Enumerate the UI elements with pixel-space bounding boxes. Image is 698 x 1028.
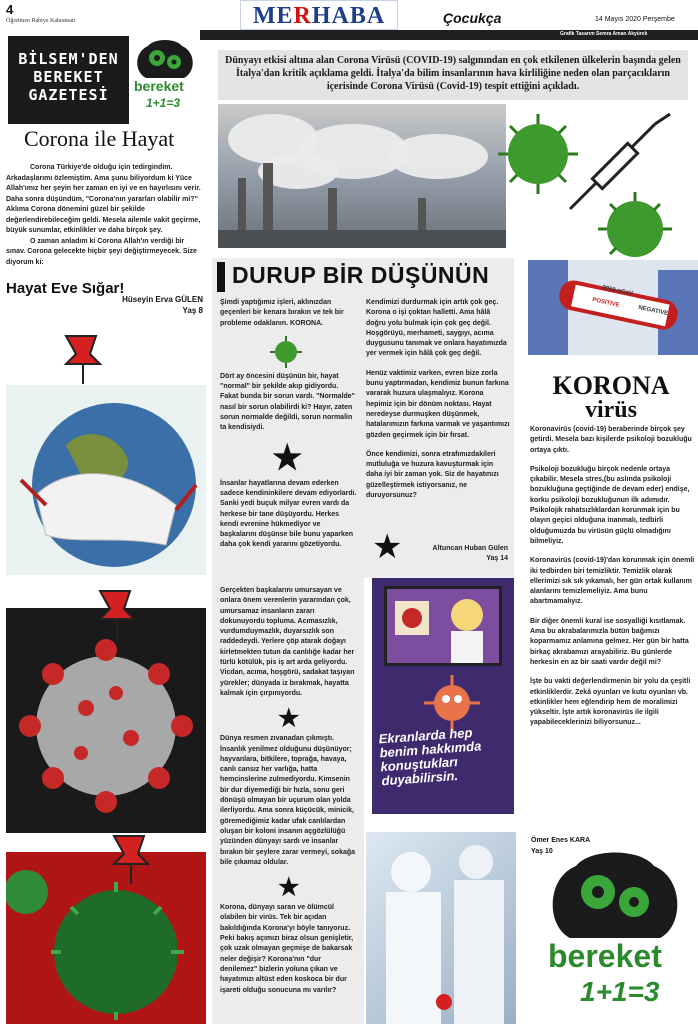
durup-column-2 — [366, 298, 510, 510]
coronavirus-image — [6, 608, 206, 833]
paragraph: Kendimizi durdurmak için artık çok geç. Korona o işi çoktan halletti. Ama hâlâ doğru yolu bulmak için çok geç değil. Hoşgörüyü, merhameti, saygıyı, acıma duygusunu tanımak ve onlara hayatımızda yer vermek için hâlâ çok geç değil. — [366, 299, 507, 358]
virus-icon — [498, 114, 578, 194]
issue-date: 14 Mayıs 2020 Perşembe — [595, 16, 675, 23]
title-accent-bar — [217, 262, 225, 292]
virus-icon-wrap — [220, 338, 358, 372]
paragraph: Dört ay öncesini düşünün bir, hayat "normal" bir şekilde akıp gidiyordu. Fakat bunda bir sorun vardı. "Normalde" nasıl bir sorun olabilirdi ki? Hayır, zaten sorun normalde değildi, sorun normalin ta kendisiydi. — [220, 372, 355, 432]
paragraph: Şimdi yaptığımız işleri, aklınızdan geçenleri bir kenara bırakın ve tek bir probleme odaklanın. KORONA. — [220, 299, 344, 327]
brand-word: bereket — [548, 938, 662, 974]
bereket-logo-large — [540, 848, 690, 1018]
durup-column-1 — [220, 298, 358, 560]
article-title: Corona ile Hayat — [24, 126, 175, 151]
paragraph: Bir diğer önemli kural ise sosyalliği kısıtlamak. Ama bu akrabalarımızla bütün bağımızı koparmamız anlamına gelmez. Her gün bir hatta birkaç akrabamızı arayabiliriz. Bu günlerde herkesin en az bir saati vardır değil mi? — [530, 617, 689, 666]
virus-icon — [6, 608, 206, 833]
paragraph: Koronavirüs (covid-19) beraberinde birçok şey getirdi. Mesela bazı kişilerde psikoloji bozukluğu ortaya çıktı. — [530, 426, 692, 454]
intro-text: Dünyayı etkisi altına alan Corona Virüsü (COVID-19) salgınından en çok etkilenen ülkelerin başında gelen İtalya'dan kritik açıklama geldi. İtalya'da bilim insanlarının hava kirliliğine neden olan parçacıkların içerisinde Corona Virüsü (Covid-19) tespit ettiğini açıkladı. — [218, 50, 688, 100]
syringe-icon — [570, 114, 670, 209]
logo-line: BEREKET — [33, 68, 104, 86]
push-pin-icon — [56, 330, 110, 386]
durup-column-3 — [220, 586, 360, 1005]
logo-line: GAZETESİ — [28, 86, 109, 104]
brand-word: bereket — [134, 78, 184, 94]
article-body — [6, 163, 202, 268]
newspaper-logo — [8, 36, 129, 124]
paragraph: O zaman anladım ki Corona Allah'ın verdiği bir sınav. Corona gelecekte hiçbir şeyi değiştirmeyecek. Size diyorum ki: — [6, 237, 197, 266]
brand-equation: 1+1=3 — [146, 96, 181, 110]
paragraph: Henüz vaktimiz varken, evren bize zorla bunu yaptırmadan, kendimiz bunun farkına vararak huzura ulaşmalıyız. Korona hepimiz için bir dönüm noktası. Hayat neredeyse durmuşken düşünmek, hatalarımızın farkına varmak ve yaşantımızı gözden geçirmek için bir fırsat. — [366, 369, 510, 439]
virus-icon — [598, 192, 672, 257]
durup-byline — [412, 544, 508, 565]
logo-line: BİLSEM'DEN — [18, 50, 119, 68]
paragraph: İnsanlar hayatlarına devam ederken sadece kendininkilere devam ediyorlardı. Sanki yedi buçuk milyar evren vardı da herkese bir tane düşüyordu. Herkes kendi evrenine hükmediyor ve başkalarını düşünse bile bunu yaparken daha çok kendi yararını gözetiyordu. — [220, 479, 357, 549]
masthead-right: HABA — [311, 3, 386, 29]
virus-icon — [268, 334, 304, 370]
virus-icon — [422, 673, 482, 733]
tube-positive: POSITIVE — [591, 297, 621, 309]
star-wrap — [220, 438, 358, 479]
durup-title: DURUP BİR DÜŞÜNÜN — [232, 262, 490, 288]
masthead-left: ME — [252, 3, 294, 29]
paragraph: Korona, dünyayı saran ve ölümcül olabilen bir virüs. Tek bir açıdan bakıldığında Korona'yı böyle tanıyoruz. Peki bakış açımızı biraz olsun genişletir, çok uzak olmayan geçmişe de bakarsak neler değişir? Korona'nın "dur denilemez" bizlerin yoluna çıkan ve hayatımızı altüst eden koskoca bir dur işareti olduğu sonucuna mı varılır? — [220, 904, 354, 994]
tube-negative: NEGATIVE — [637, 304, 669, 318]
push-pin-icon — [90, 585, 144, 641]
bereket-logo-small — [132, 38, 200, 120]
author-age: Yaş 10 — [531, 848, 553, 855]
author-name: Altuncan Huban Gülen — [432, 545, 508, 552]
cartoon-image — [372, 578, 514, 814]
factory-smoke-photo — [218, 104, 506, 248]
scientist-icon — [387, 589, 499, 663]
title-line: KORONA — [552, 371, 670, 400]
paragraph: Önce kendimizi, sonra etrafımızdakileri mutluluğa ve huzura kavuşturmak için daha iyi bir zaman yok. Siz de hayatınızı güzelleştirmek istiyorsanız, ne duruyorsunuz? — [366, 450, 499, 500]
page-number: 4 — [6, 2, 14, 17]
design-credit: Grafik Tasarım Semra Aman Akyürek — [560, 31, 648, 37]
paragraph: Gerçekten başkalarını umursayan ve onlara önem verenlerin yararından çok, umursamaz insanların zararı dokunuyordu topluma. Acımasızlık, vurdumduymazlık, duyarsızlık son raddedeydi. Yerlere çöp atarak doğayı kirletmekten tutun da canlılığe kadar her türlü kötülük, pis iş art arda geliyordu. Vicdan, acıma, hoşgörü, sadakat taşıyan yürekler; dünyada iz bırakmak, hayatta kalmak için çırpınıyordu. — [220, 587, 355, 697]
star-icon: ★ — [372, 527, 403, 567]
author-name: Ömer Enes KARA — [531, 837, 591, 844]
paragraph: Dünya resmen zıvanadan çıkmıştı. İnsanlık yenilmez olduğunu düşünüyor; hayvanlara, bitkilere, toprağa, havaya, canlı cansız her varlığa, hatta hemcinslerine zulmediyordu. Kimsenin bir dur diyemediği bir hızla, sonu geri dönüşü olmayan bir uçurum olan yolda ilerliyordu. Ama sonra küçücük, minicik, göremediğimiz kadar ufak canlılardan oluşan bir koloni insanın açgözlülüğü yüzünden dünyayı sardı ve insanlar bırakın bir şeylere zarar vermeyi, sokağa bile çıkamaz oldular. — [220, 735, 356, 866]
virus-syringe-art — [470, 104, 698, 259]
lab-workers-photo — [366, 832, 516, 1024]
earth-mask-icon — [6, 385, 206, 575]
lab-workers-icon — [366, 832, 516, 1024]
korona-title — [536, 371, 686, 423]
brand-equation: 1+1=3 — [580, 976, 660, 1007]
star-icon: ★ — [272, 438, 303, 477]
push-pin-icon — [104, 830, 158, 886]
korona-body — [530, 425, 698, 738]
earth-mask-image — [6, 385, 206, 575]
paragraph: Koronavirüs (covid-19)'dan korunmak için önemli iki tedbirden biri temizliktir. Temizlik olarak ellerimizi sık sık yıkamalı, her gün ortak kullanım alanlarını temizlemeliyiz. Ama bunu abartmamalıyız. — [530, 557, 695, 606]
author-byline — [110, 294, 203, 316]
supplement-title: Çocukça — [443, 10, 502, 26]
teacher-name: Öğretmen Rabiye Kahraman — [6, 18, 75, 24]
star-icon: ★ — [278, 705, 300, 733]
slogan: Hayat Eve Sığar! — [6, 280, 125, 297]
test-tube-photo — [528, 260, 698, 355]
brain-gear-icon — [132, 38, 200, 80]
paragraph: İşte bu vakti değerlendirmenin bir yolu da çeşitli etkinliklerdir. Zekâ oyunları ve kutu oyunları vb. etkinlikler hem eğlendirip hem de moralimizi yükseltir. İşte artık koronavirüs ile ilgili yapabileceklerinizi biliyorsunuz... — [530, 678, 691, 727]
masthead — [240, 0, 398, 30]
star-wrap — [220, 874, 360, 903]
masthead-r: R — [293, 3, 312, 29]
star-wrap — [220, 705, 360, 734]
brain-gear-icon — [540, 848, 690, 940]
paragraph: Psikoloji bozukluğu birçok nedenle ortaya çıkabilir. Mesela stres,(bu aslında psikoloji bozukluğuna geçtiğinde de devam eder) endişe, korku psikoloji bozukluğunun ilk adımıdır. Psikolojik rahatsızlıklardan korunmak için bu olayın geçici olduğuna inanmalı, tedbirli olduğumuzda bu virüsün güçlü olmadığını bilmeliyiz. — [530, 465, 690, 545]
tv-screen — [384, 586, 502, 666]
author-age: Yaş 14 — [486, 555, 508, 563]
tube-code: 2019-nCoV — [601, 284, 634, 298]
author-age: Yaş 8 — [182, 306, 203, 315]
author-name: Hüseyin Erva GÜLEN — [122, 295, 203, 304]
paragraph: Corona Türkiye'de olduğu için tedirgindim. Arkadaşlarımı özlemiştim. Ama şunu biliyordum ki Yüce Allah'ımız her şeyin her zaman en iyi ve en hayırlısını verir. Daha sonra düşündüm, "Corona'nın yararları olabilir mi?" Aklıma Corona dönemini güzel bir şekilde değerlendirebileceğim geldi. Mesela ailemle vakit geçirme, büyük sunumlar, etkinlikler ve daha birçok şey. — [6, 164, 201, 234]
title-line: virüs — [584, 397, 637, 423]
star-icon: ★ — [278, 874, 300, 902]
cartoon-caption: Ekranlarda hep benim hakkımda konuştukları duyabilirsin. — [378, 724, 482, 789]
